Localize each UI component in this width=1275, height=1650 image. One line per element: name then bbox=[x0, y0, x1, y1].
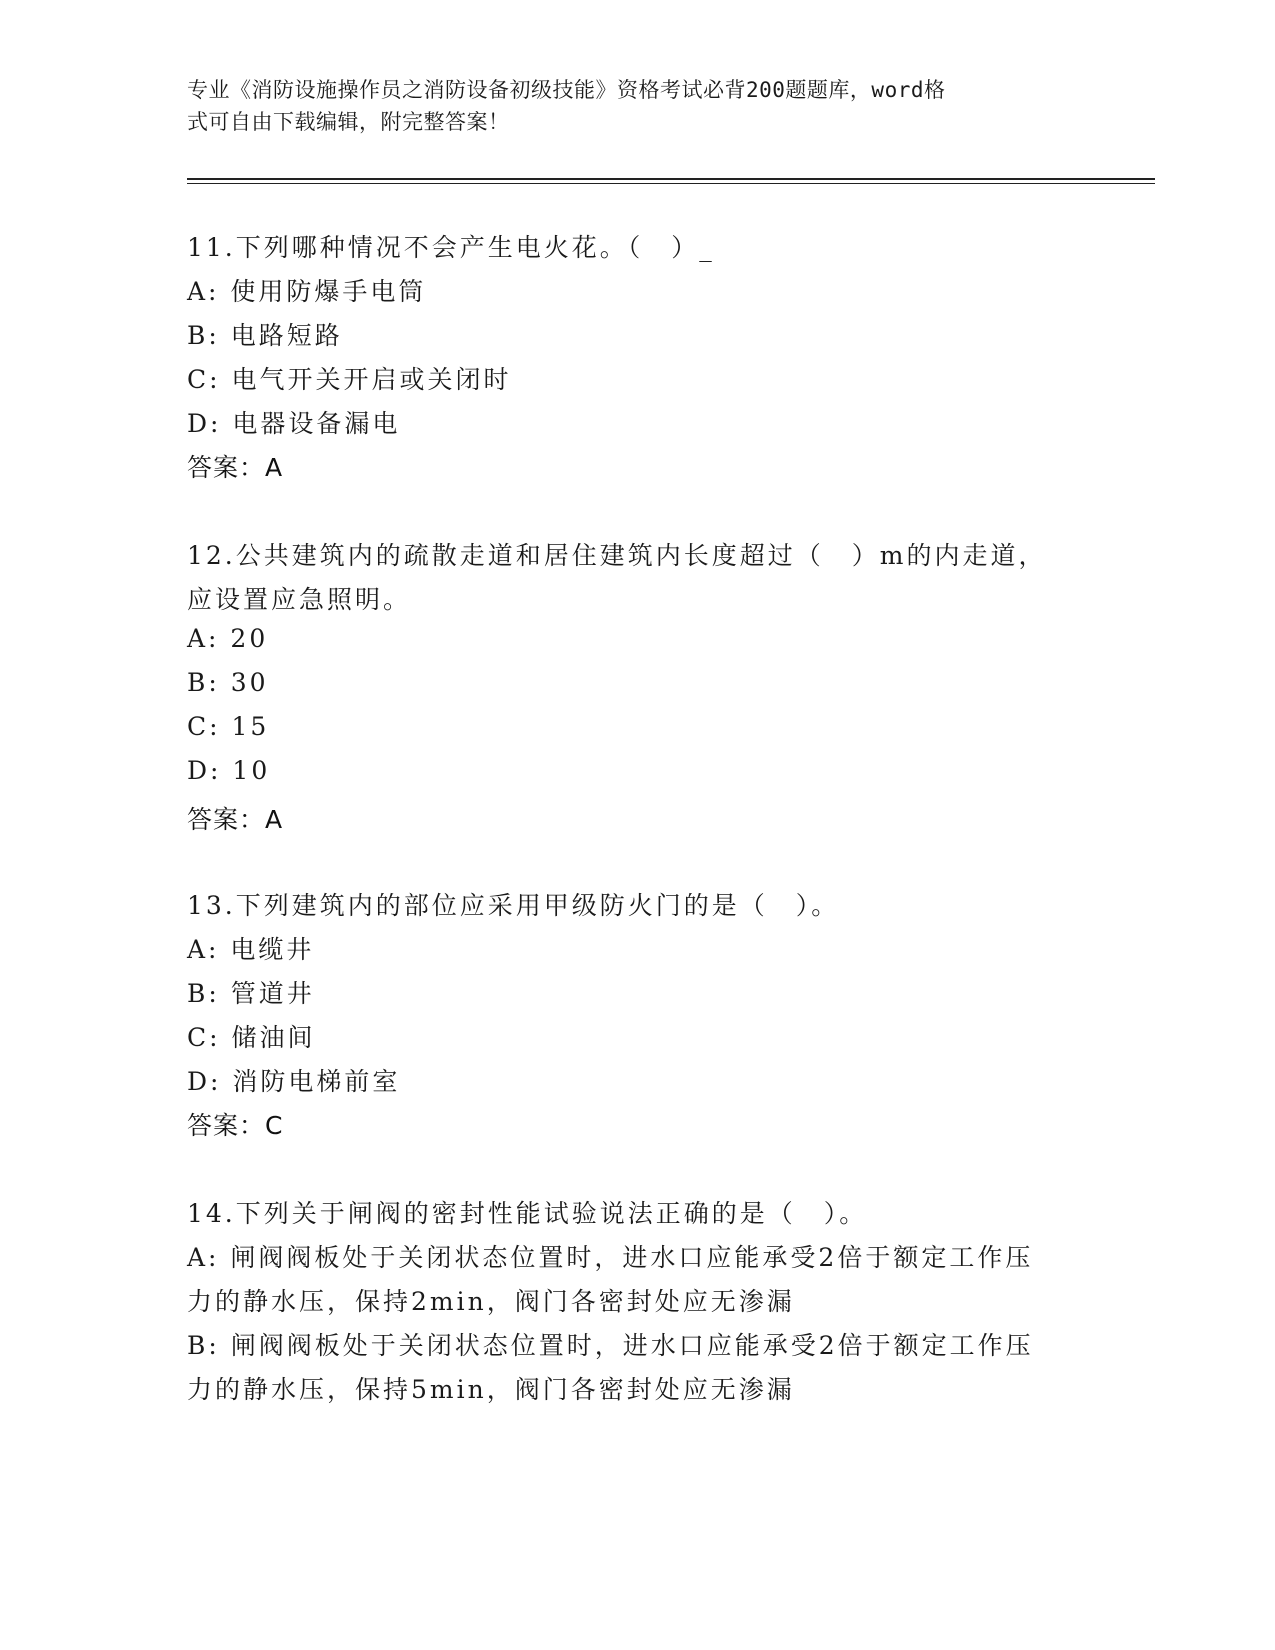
header-line: 专业《消防设施操作员之消防设备初级技能》资格考试必背200题题库，word格 bbox=[187, 78, 946, 102]
option-line: B: 管道井 bbox=[187, 979, 315, 1008]
option-line: D: 电器设备漏电 bbox=[187, 409, 401, 438]
option-line: A: 使用防爆手电筒 bbox=[187, 277, 427, 306]
option-line: C: 15 bbox=[187, 712, 270, 741]
question-stem: 13.下列建筑内的部位应采用甲级防火门的是（ ）。 bbox=[187, 891, 840, 920]
question-stem: 14.下列关于闸阀的密封性能试验说法正确的是（ ）。 bbox=[187, 1199, 868, 1228]
option-line: B: 电路短路 bbox=[187, 321, 343, 350]
question-stem: 11.下列哪种情况不会产生电火花。（ ）_ bbox=[187, 233, 715, 262]
header-divider bbox=[187, 183, 1155, 184]
option-line: C: 电气开关开启或关闭时 bbox=[187, 365, 512, 394]
question-stem: 应设置应急照明。 bbox=[187, 585, 412, 614]
answer-line: 答案：C bbox=[187, 1111, 284, 1140]
document-header bbox=[187, 74, 1087, 138]
option-line: D: 10 bbox=[187, 756, 271, 785]
option-line: A: 闸阀阀板处于关闭状态位置时，进水口应能承受2倍于额定工作压 bbox=[187, 1243, 1034, 1272]
option-line: 力的静水压，保持2min，阀门各密封处应无渗漏 bbox=[187, 1287, 795, 1316]
option-line: B: 30 bbox=[187, 668, 269, 697]
answer-line: 答案：A bbox=[187, 805, 284, 834]
option-line: B: 闸阀阀板处于关闭状态位置时，进水口应能承受2倍于额定工作压 bbox=[187, 1331, 1034, 1360]
option-line: A: 20 bbox=[187, 624, 269, 653]
header-divider bbox=[187, 178, 1155, 180]
option-line: D: 消防电梯前室 bbox=[187, 1067, 401, 1096]
option-line: A: 电缆井 bbox=[187, 935, 315, 964]
option-line: C: 储油间 bbox=[187, 1023, 316, 1052]
header-line: 式可自由下载编辑，附完整答案！ bbox=[187, 110, 510, 134]
answer-line: 答案：A bbox=[187, 453, 284, 482]
option-line: 力的静水压，保持5min，阀门各密封处应无渗漏 bbox=[187, 1375, 795, 1404]
question-stem: 12.公共建筑内的疏散走道和居住建筑内长度超过（ ）m的内走道， bbox=[187, 541, 1047, 570]
